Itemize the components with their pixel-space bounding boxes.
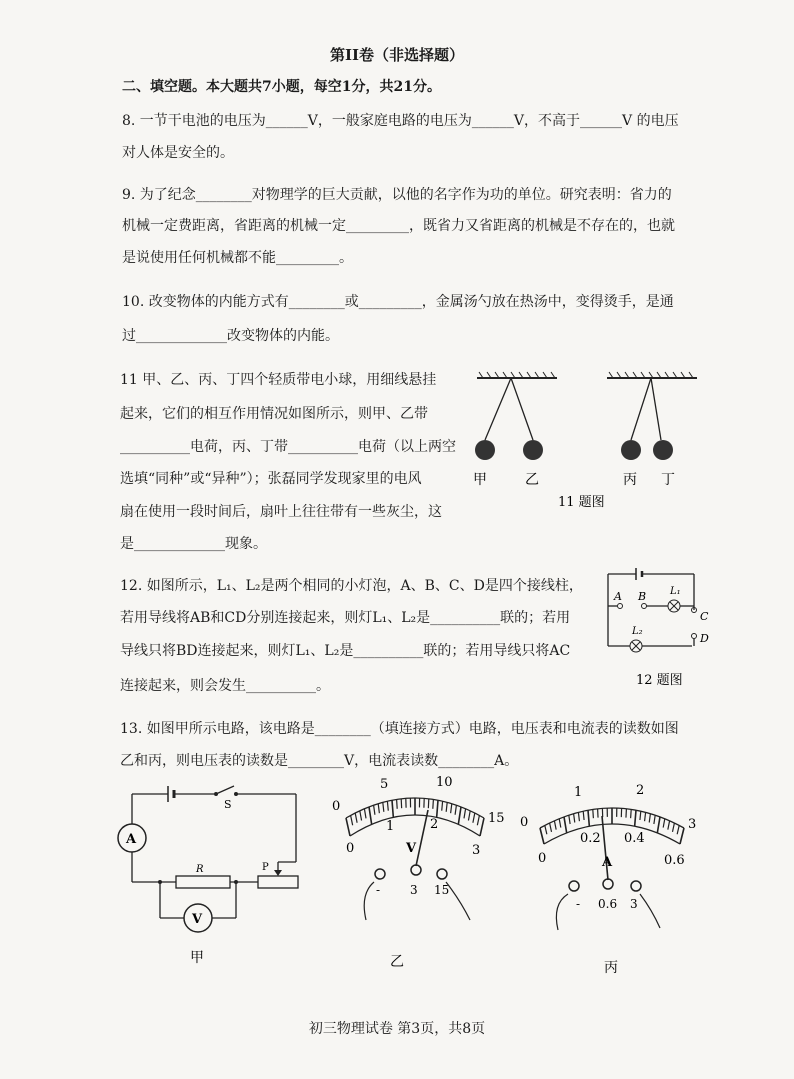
voltmeter-ticks [346, 798, 484, 836]
label-bing: 丙 [623, 472, 637, 488]
ammeter-outer-1: 1 [574, 785, 583, 800]
q9-line-1: 9. 为了纪念________对物理学的巨大贡献，以他的名字作为功的单位。研究表明：省力的 [122, 187, 672, 203]
dial-tick [578, 812, 579, 821]
dial-tick [387, 801, 388, 810]
fig12-caption: 12 题图 [636, 673, 683, 688]
q12-line-2: 若用导线将AB和CD分别连接起来，则灯L₁、L₂是__________联的；若用 [120, 610, 571, 626]
terminal-a: A [614, 590, 622, 603]
terminal-b: B [638, 590, 647, 603]
ammeter-inner-06: 0.6 [664, 853, 685, 868]
ball-bing [621, 440, 641, 460]
dial-tick [355, 813, 357, 823]
lamp-l2-label: L₂ [632, 626, 643, 637]
voltmeter-needle [416, 810, 428, 866]
ammeter-terminal-3: 3 [630, 897, 638, 911]
dial-tick [455, 805, 456, 815]
q11-line-2: 起来，它们的相互作用情况如图所示，则甲、乙带 [120, 406, 428, 422]
fig13-jia-caption: 甲 [190, 950, 204, 966]
q10-line-1: 10. 改变物体的内能方式有________或_________，金属汤勺放在热汤中，变得烫手，是通 [122, 294, 674, 310]
voltmeter-outer-15: 15 [488, 811, 505, 826]
q11-line-6: 是_____________现象。 [120, 536, 267, 552]
charged-balls-figure [465, 366, 705, 516]
q11-line-5: 扇在使用一段时间后，扇叶上往往带有一些灰尘，这 [120, 504, 442, 520]
ball-yi [523, 440, 543, 460]
q8-line-1: 8. 一节干电池的电压为______V，一般家庭电路的电压为______V，不高于______V 的电压 [122, 113, 679, 129]
ball-ding [653, 440, 673, 460]
dial-tick [631, 809, 632, 818]
q9-line-3: 是说使用任何机械都不能_________。 [122, 250, 353, 266]
resistor-icon [176, 876, 230, 888]
voltmeter-outer-zero: 0 [332, 799, 341, 814]
lamp-circuit-figure [596, 560, 726, 695]
resistor-label: R [196, 864, 204, 875]
ammeter-needle [602, 816, 608, 880]
ammeter-outer-2: 2 [636, 783, 645, 798]
dial-tick [451, 804, 452, 814]
ammeter-inner-0: 0 [538, 851, 547, 866]
q11-line-3: __________电荷，丙、丁带__________电荷（以上两空 [120, 439, 456, 455]
label-yi: 乙 [525, 472, 539, 488]
voltmeter-inner-3: 3 [472, 843, 481, 858]
ammeter-inner-04: 0.4 [624, 831, 645, 846]
dial-tick [458, 807, 461, 824]
dial-tick [374, 805, 375, 815]
ball-jia [475, 440, 495, 460]
dial-tick [677, 825, 679, 834]
dial-tick [635, 810, 636, 826]
dial-tick [588, 810, 589, 826]
q11-line-4: 选填“同种”或“异种”）；张磊同学发现家里的电风 [120, 471, 422, 487]
dial-tick [433, 799, 434, 808]
dial-tick [442, 801, 443, 810]
fig13-bing-caption: 丙 [604, 960, 618, 976]
dial-tick [378, 804, 379, 814]
voltmeter-inner-1: 1 [386, 819, 395, 834]
fig13-yi-caption: 乙 [390, 954, 404, 970]
dial-tick [446, 802, 447, 811]
dial-tick [593, 809, 594, 818]
voltmeter-terminal-3: 3 [410, 883, 418, 897]
fig11-caption: 11 题图 [558, 495, 605, 510]
ammeter-outer-zero: 0 [520, 815, 529, 830]
dial-tick [574, 814, 575, 823]
dial-tick [672, 823, 674, 832]
dial-tick [464, 809, 466, 819]
dial-tick [649, 814, 650, 823]
ammeter-dial-figure [512, 780, 712, 980]
q12-line-1: 12. 如图所示，L₁、L₂是两个相同的小灯泡，A、B、C、D是四个接线柱， [120, 578, 583, 594]
ammeter-terminal-minus: - [576, 897, 581, 911]
label-jia: 甲 [473, 472, 487, 488]
dial-tick [480, 818, 484, 836]
dial-tick [640, 811, 641, 820]
dial-tick [468, 811, 470, 821]
dial-tick [668, 821, 670, 830]
voltmeter-outer-5: 5 [380, 777, 389, 792]
voltmeter-terminal-15: 15 [434, 883, 450, 897]
switch-icon [216, 786, 234, 794]
terminal-c: C [700, 610, 709, 623]
q9-line-2: 机械一定费距离，省距离的机械一定_________，既省力又省距离的机械是不存在的，也就 [122, 218, 675, 234]
dial-tick [383, 802, 384, 811]
rheostat-icon [258, 876, 298, 888]
ammeter-inner-02: 0.2 [580, 831, 601, 846]
dial-tick [392, 800, 393, 817]
dial-tick [364, 809, 366, 819]
dial-tick [654, 815, 655, 824]
voltmeter-dial-symbol: V [406, 841, 417, 856]
voltmeter-dial-figure [320, 770, 510, 980]
terminal-d: D [700, 632, 709, 645]
dial-tick [559, 819, 561, 828]
dial-tick [351, 815, 353, 825]
dial-tick [346, 818, 350, 836]
voltmeter-inner-0: 0 [346, 841, 355, 856]
ammeter-terminal-06: 0.6 [598, 897, 618, 911]
dial-tick [545, 825, 547, 834]
dial-tick [397, 799, 398, 808]
paper-title: 第II卷（非选择题） [329, 46, 465, 64]
dial-tick [554, 821, 556, 830]
dial-tick [663, 819, 665, 828]
dial-tick [583, 811, 584, 820]
voltmeter-inner-2: 2 [430, 817, 439, 832]
dial-tick [645, 812, 646, 821]
lamp-l1-label: L₁ [670, 586, 681, 597]
dial-tick [657, 817, 660, 833]
page-footer: 初三物理试卷 第3页，共8页 [308, 1021, 486, 1037]
ammeter-dial-symbol: A [602, 855, 613, 870]
switch-label: S [224, 798, 232, 811]
dial-tick [569, 815, 570, 824]
label-ding: 丁 [661, 472, 675, 488]
slider-label: P [262, 862, 269, 873]
measurement-circuit-figure [110, 780, 310, 970]
dial-tick [360, 811, 362, 821]
dial-tick [564, 817, 567, 833]
dial-tick [369, 807, 372, 824]
dial-tick [437, 800, 438, 817]
q13-line-2: 乙和丙，则电压表的读数是________V，电流表读数________A。 [120, 753, 519, 769]
q11-line-1: 11 甲、乙、丙、丁四个轻质带电小球，用细线悬挂 [120, 372, 437, 388]
dial-tick [473, 813, 475, 823]
dial-tick [477, 815, 479, 825]
q12-line-4: 连接起来，则会发生__________。 [120, 678, 330, 694]
q13-line-1: 13. 如图甲所示电路，该电路是________（填连接方式）电路，电压表和电流表的读数如图 [120, 721, 679, 737]
section-heading: 二、填空题。本大题共7小题，每空1分，共21分。 [122, 79, 441, 95]
dial-tick [550, 823, 552, 832]
q8-line-2: 对人体是安全的。 [122, 145, 234, 161]
voltmeter-symbol: V [192, 912, 203, 927]
ammeter-symbol: A [126, 832, 137, 847]
voltmeter-terminal-minus: - [376, 883, 381, 897]
q10-line-2: 过_____________改变物体的内能。 [122, 328, 339, 344]
ammeter-outer-3: 3 [688, 817, 697, 832]
dial-tick [680, 828, 684, 844]
q12-line-3: 导线只将BD连接起来，则灯L₁、L₂是__________联的；若用导线只将AC [120, 643, 571, 659]
dial-tick [540, 828, 544, 844]
voltmeter-outer-10: 10 [436, 775, 453, 790]
ammeter-ticks [540, 808, 684, 844]
